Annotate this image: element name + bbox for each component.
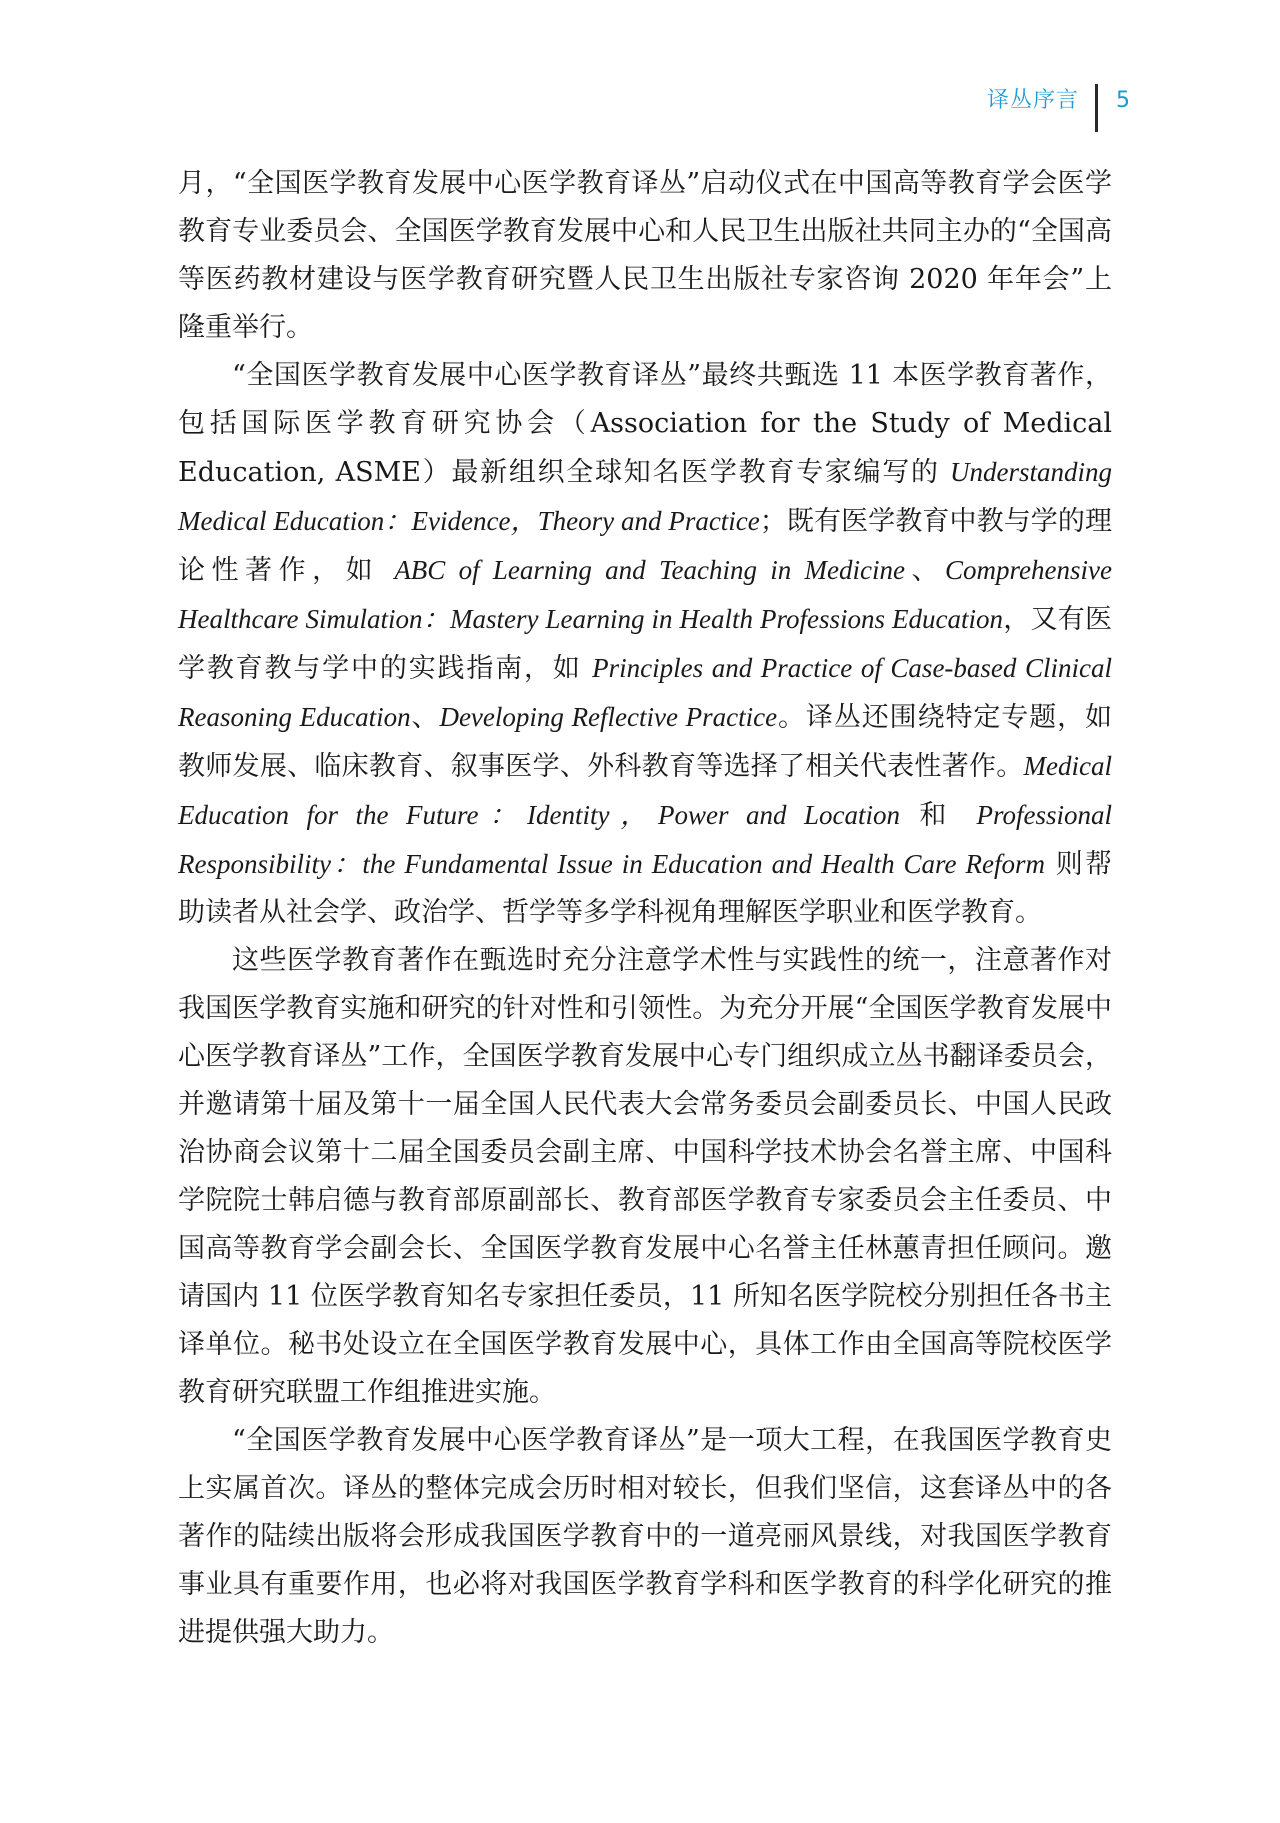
text-run: “全国医学教育发展中心医学教育译丛”是一项大工程，在我国医学教育史上实属首次。译丛的整体完成会历时相对较长，但我们坚信，这套译丛中的各著作的陆续出版将会形成我国医学教育中的一道亮丽风景线，对我国医学教育事业具有重要作用，也必将对我国医学教育学科和医学教育的科学化研究的推进提供强大助力。: [178, 1425, 1112, 1648]
text-run: 。译丛还围绕特定专题，如教师发展、临床教育、叙事医学、外科教育等选择了相关代表性著作。: [178, 702, 1113, 782]
text-run: 、: [410, 702, 440, 733]
book-title: Medical Education for the Future：Identity，Power and Location: [178, 751, 1112, 830]
book-title: Professional Responsibility：the Fundamental Issue in Education and Health Care Reform: [178, 800, 1112, 879]
text-run: “全国医学教育发展中心医学教育译丛”最终共甄选 11 本医学教育著作，包括国际医学教育研究协会（Association for the Study of Medical Education, ASME）最新组织全球知名医学教育专家编写的: [178, 360, 1112, 488]
running-head: [987, 84, 1130, 132]
paragraph-2: [178, 352, 1112, 937]
book-title: Developing Reflective Practice: [439, 702, 778, 732]
text-run: 和: [900, 800, 977, 831]
paragraph-4: [178, 1417, 1112, 1657]
body-text: [178, 160, 1112, 1657]
text-run: 、: [904, 555, 946, 586]
book-title: Understanding Medical Education：Evidence，Theory and Practice: [178, 457, 1112, 536]
paragraph-3: [178, 937, 1112, 1417]
text-run: ，又有医学教育教与学中的实践指南，如: [178, 604, 1113, 684]
book-title: Principles and Practice of Case-based Clinical Reasoning Education: [178, 653, 1112, 732]
page-number: 5: [1116, 88, 1130, 113]
text-run: 则帮助读者从社会学、政治学、哲学等多学科视角理解医学职业和医学教育。: [178, 849, 1112, 928]
book-title: Comprehensive Healthcare Simulation：Mastery Learning in Health Professions Education: [178, 555, 1112, 634]
text-run: 月，“全国医学教育发展中心医学教育译丛”启动仪式在中国高等教育学会医学教育专业委员会、全国医学教育发展中心和人民卫生出版社共同主办的“全国高等医药教材建设与医学教育研究暨人民卫生出版社专家咨询 2020 年年会”上隆重举行。: [178, 168, 1112, 343]
paragraph-1: [178, 160, 1112, 352]
text-run: ；既有医学教育中教与学的理论性著作，如: [178, 506, 1112, 586]
book-title: ABC of Learning and Teaching in Medicine: [394, 555, 905, 585]
running-title: 译丛序言: [986, 88, 1079, 113]
text-run: 这些医学教育著作在甄选时充分注意学术性与实践性的统一，注意著作对我国医学教育实施和研究的针对性和引领性。为充分开展“全国医学教育发展中心医学教育译丛”工作，全国医学教育发展中心专门组织成立丛书翻译委员会，并邀请第十届及第十一届全国人民代表大会常务委员会副委员长、中国人民政治协商会议第十二届全国委员会副主席、中国科学技术协会名誉主席、中国科学院院士韩启德与教育部原副部长、教育部医学教育专家委员会主任委员、中国高等教育学会副会长、全国医学教育发展中心名誉主任林蕙青担任顾问。邀请国内 11 位医学教育知名专家担任委员，11 所知名医学院校分别担任各书主译单位。秘书处设立在全国医学教育发展中心，具体工作由全国高等院校医学教育研究联盟工作组推进实施。: [178, 945, 1112, 1408]
